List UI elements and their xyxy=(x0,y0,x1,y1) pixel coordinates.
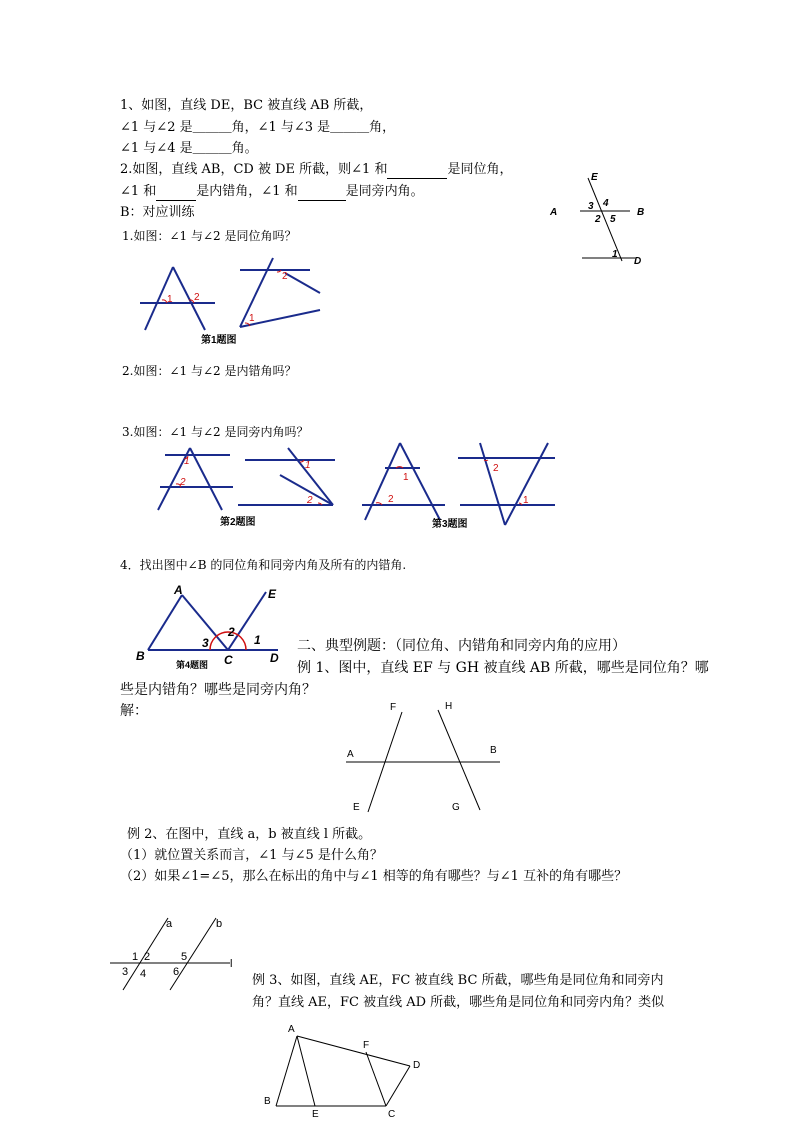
ex2-line2: （1）就位置关系而言，∠1 与∠5 是什么角？ xyxy=(120,848,383,863)
b-q3: 3.如图：∠1 与∠2 是同旁内角吗？ xyxy=(122,425,309,439)
example-1-figure xyxy=(340,700,510,815)
ex3-line1: 例 3、如图，直线 AE，FC 被直线 BC 所截，哪些角是同位角和同旁内 xyxy=(252,973,664,988)
fig3-caption: 第3题图 xyxy=(432,519,468,530)
q1-line1: 1、如图，直线 DE，BC 被直线 AB 所截， xyxy=(120,98,373,113)
ex3-label-b: B xyxy=(264,1096,271,1107)
b-q2: 2.如图：∠1 与∠2 是内错角吗？ xyxy=(122,364,297,378)
label-d: D xyxy=(634,256,642,267)
label-e: E xyxy=(591,172,598,183)
ex1-label-a: A xyxy=(347,749,354,760)
example-3-figure xyxy=(260,1018,430,1120)
solution-label: 解： xyxy=(120,703,148,719)
ex1-line2: 些是内错角？哪些是同旁内角？ xyxy=(120,682,316,698)
fig4-label-d: D xyxy=(270,651,279,665)
angle-5: 5 xyxy=(610,214,616,225)
figure-1 xyxy=(135,255,335,350)
figure-2 xyxy=(150,445,340,530)
fig1-angle-2b: 2 xyxy=(282,271,288,282)
ex2-angle-2: 2 xyxy=(144,951,151,963)
fig2-angle-2: 2 xyxy=(180,477,186,488)
ex2-angle-4: 4 xyxy=(140,968,147,980)
q2-line1 xyxy=(120,161,512,179)
answer-blank[interactable] xyxy=(298,186,346,201)
q2-line2 xyxy=(120,183,424,201)
ex2-angle-3: 3 xyxy=(122,966,129,978)
ex1-label-f: F xyxy=(390,702,397,713)
angle-4: 4 xyxy=(603,198,609,209)
fig3-angle-2b: 2 xyxy=(493,463,499,474)
example-2-figure xyxy=(108,915,243,995)
b-q4: 4．找出图中∠B 的同位角和同旁内角及所有的内错角. xyxy=(120,558,407,572)
fig1-angle-1: 1 xyxy=(167,294,173,305)
b-q1: 1.如图：∠1 与∠2 是同位角吗？ xyxy=(122,229,297,243)
ex1-label-e: E xyxy=(353,802,360,813)
fig4-label-c: C xyxy=(224,653,233,667)
ex2-angle-1: 1 xyxy=(132,951,139,963)
ex3-label-c: C xyxy=(388,1109,396,1120)
q2-line2-c: 是同旁内角。 xyxy=(345,184,424,199)
q1-line3: ∠1 与∠4 是＿＿＿角。 xyxy=(120,141,258,156)
ex2-label-a: a xyxy=(166,918,173,930)
ex1-label-g: G xyxy=(452,802,460,813)
fig1-caption: 第1题图 xyxy=(201,335,237,346)
ex3-line2: 角？直线 AE，FC 被直线 AD 所截，哪些角是同位角和同旁内角？类似 xyxy=(252,995,665,1010)
fig4-label-e: E xyxy=(268,587,277,601)
fig3-angle-2: 2 xyxy=(388,494,394,505)
ex1-label-b: B xyxy=(490,745,497,756)
figure-top-right xyxy=(540,168,660,268)
fig4-angle-3: 3 xyxy=(202,636,209,650)
fig3-angle-1b: 1 xyxy=(523,495,529,506)
fig2-angle-2b: 2 xyxy=(307,495,313,506)
ex2-label-l: l xyxy=(230,958,233,970)
angle-2: 2 xyxy=(595,214,601,225)
fig3-angle-1: 1 xyxy=(403,472,409,483)
ex1-line1: 例 1、图中，直线 EF 与 GH 被直线 AB 所截，哪些是同位角？哪 xyxy=(297,660,709,676)
ex3-label-e: E xyxy=(312,1109,319,1120)
angle-3: 3 xyxy=(588,201,594,212)
angle-1: 1 xyxy=(612,249,618,260)
answer-blank[interactable] xyxy=(387,164,447,179)
fig2-angle-1b: 1 xyxy=(305,460,311,471)
section-2-heading: 二、典型例题：（同位角、内错角和同旁内角的应用） xyxy=(297,638,626,654)
fig4-label-b: B xyxy=(136,649,145,663)
label-b: B xyxy=(637,207,645,218)
ex2-angle-5: 5 xyxy=(181,951,188,963)
ex2-angle-6: 6 xyxy=(173,966,180,978)
fig4-angle-2: 2 xyxy=(228,625,235,639)
ex2-label-b: b xyxy=(216,918,223,930)
ex3-label-d: D xyxy=(413,1060,421,1071)
fig4-angle-1: 1 xyxy=(254,633,261,647)
ex1-label-h: H xyxy=(445,701,453,712)
label-a: A xyxy=(550,207,558,218)
fig4-caption: 第4题图 xyxy=(176,660,209,670)
q1-line2: ∠1 与∠2 是＿＿＿角，∠1 与∠3 是＿＿＿角， xyxy=(120,120,396,135)
fig1-angle-1b: 1 xyxy=(249,313,255,324)
ex2-line3: （2）如果∠1=∠5，那么在标出的角中与∠1 相等的角有哪些？与∠1 互补的角有哪些？ xyxy=(120,869,628,884)
figure-4 xyxy=(130,580,290,670)
fig4-label-a: A xyxy=(174,583,183,597)
q2-line2-a: ∠1 和 xyxy=(120,184,157,199)
fig2-angle-1: 1 xyxy=(184,456,190,467)
q2-line1-b: 是同位角， xyxy=(447,162,513,177)
ex2-line1: 例 2、在图中，直线 a，b 被直线 l 所截。 xyxy=(127,827,372,842)
figure-3 xyxy=(360,440,560,535)
fig1-angle-2: 2 xyxy=(194,292,200,303)
section-b-heading: B：对应训练 xyxy=(120,205,195,220)
q2-line1-a: 2.如图，直线 AB，CD 被 DE 所截，则∠1 和 xyxy=(120,162,388,177)
ex3-label-f: F xyxy=(363,1040,370,1051)
ex3-label-a: A xyxy=(288,1024,295,1035)
q2-line2-b: 是内错角，∠1 和 xyxy=(196,184,298,199)
answer-blank[interactable] xyxy=(156,186,196,201)
fig2-caption: 第2题图 xyxy=(220,517,256,528)
